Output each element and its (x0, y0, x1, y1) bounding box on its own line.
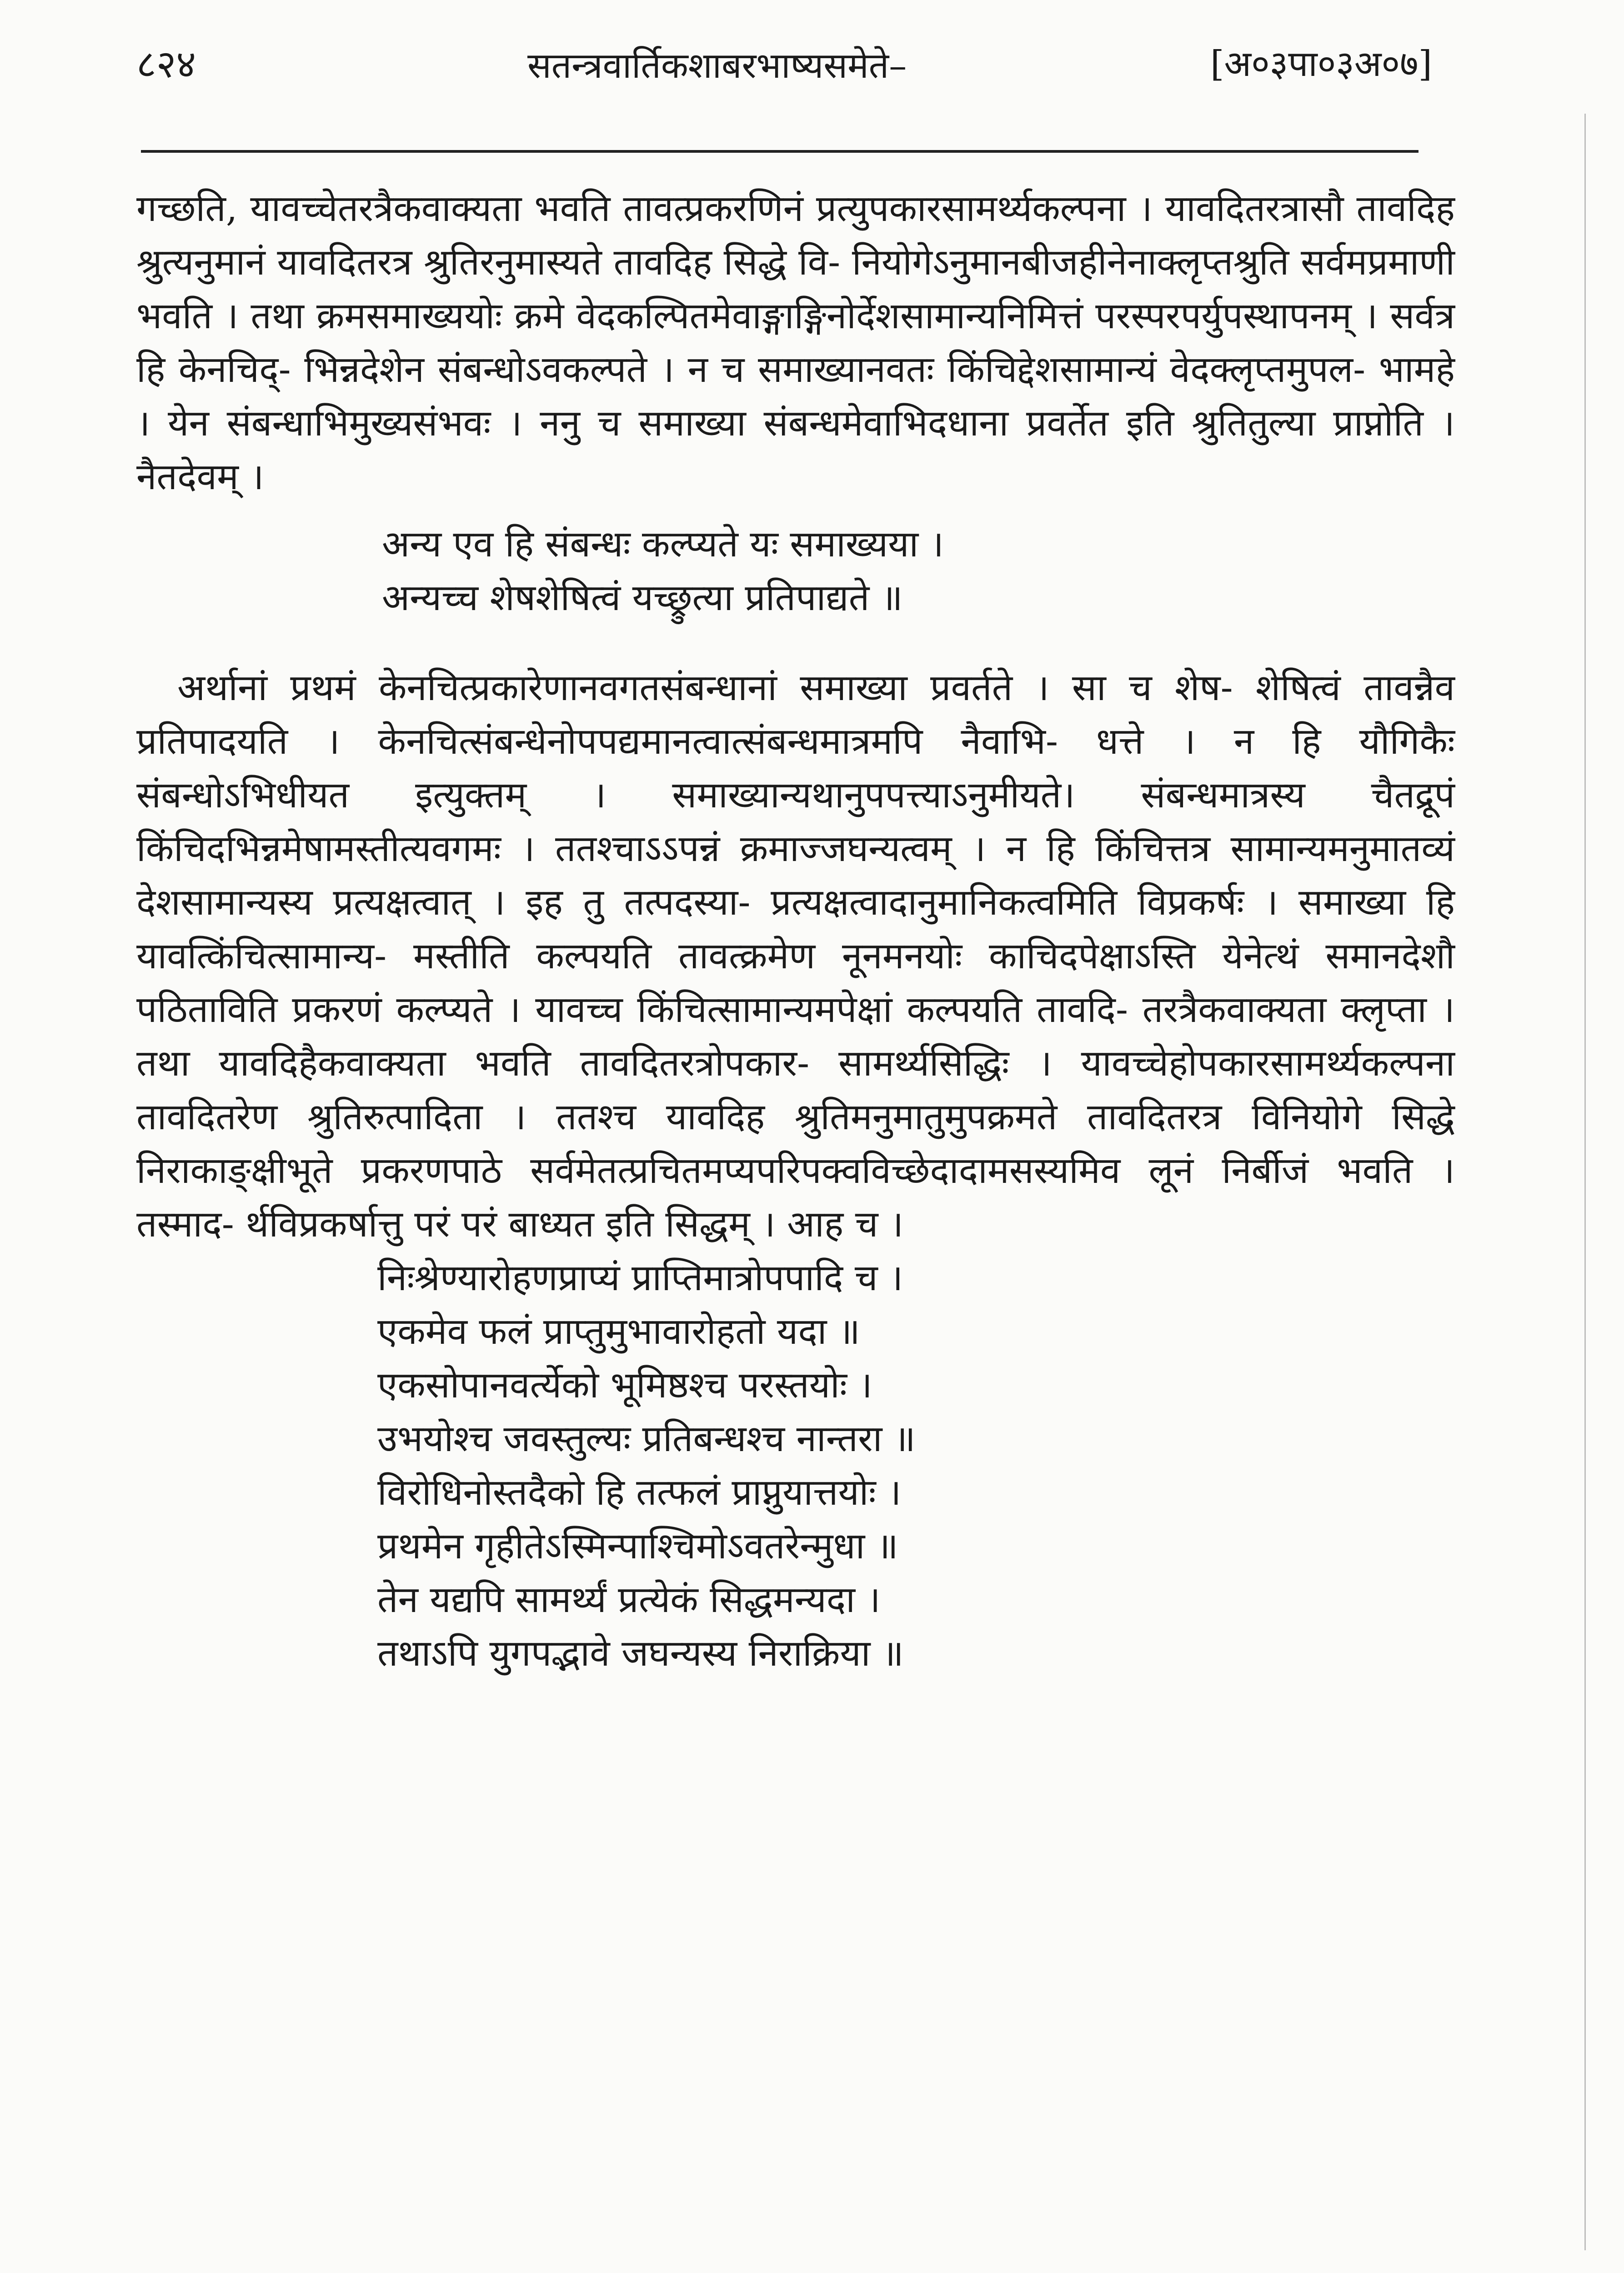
verse-block-2 (136, 1251, 1455, 1680)
verse-block-1 (136, 517, 1455, 625)
verse-line: एकमेव फलं प्राप्तुमुभावारोहतो यदा ॥ (377, 1310, 860, 1352)
page-edge-line (1584, 114, 1597, 2250)
paragraph-2: अर्थानां प्रथमं केनचित्प्रकारेणानवगतसंबन्धानां समाख्या प्रवर्तते । सा च शेष- शेषित्वं तावन्नैव प्रतिपादयति । केनचित्संबन्धेनोपपद्यमानत्वात्संबन्धमात्रमपि नैवाभि- धत्ते । न हि यौगिकैः संबन्धोऽभिधीयत इत्युक्तम् । समाख्यान्यथानुपपत्त्याऽनुमीयते। संबन्धमात्रस्य चैतद्रूपं किंचिदभिन्नमेषामस्तीत्यवगमः । ततश्चाऽऽपन्नं क्रमाज्जघन्यत्वम् । न हि किंचित्तत्र सामान्यमनुमातव्यं देशसामान्यस्य प्रत्यक्षत्वात् । इह तु तत्पदस्या- प्रत्यक्षत्वादानुमानिकत्वमिति विप्रकर्षः । समाख्या हि यावत्किंचित्सामान्य- मस्तीति कल्पयति तावत्क्रमेण नूनमनयोः काचिदपेक्षाऽस्ति येनेत्थं समानदेशौ पठिताविति प्रकरणं कल्प्यते । यावच्च किंचित्सामान्यमपेक्षां कल्पयति तावदि- तरत्रैकवाक्यता क्लृप्ता । तथा यावदिहैकवाक्यता भवति तावदितरत्रोपकार- सामर्थ्यसिद्धिः । यावच्चेहोपकारसामर्थ्यकल्पना तावदितरेण श्रुतिरुत्पादिता । ततश्च यावदिह श्रुतिमनुमातुमुपक्रमते तावदितरत्र विनियोगे सिद्धे निराकाङ्क्षीभूते प्रकरणपाठे सर्वमेतत्प्रचितमप्यपरिपक्वविच्छेदादामसस्यमिव लूनं निर्बीजं भवति । तस्माद- र्थविप्रकर्षात्तु परं परं बाध्यत इति सिद्धम् । आह च । (136, 666, 1455, 1245)
paragraph-2-block (136, 661, 1455, 1251)
page-header (136, 27, 1432, 118)
verse-line: तेन यद्यपि सामर्थ्यं प्रत्येकं सिद्धमन्यदा । (377, 1578, 881, 1621)
header-rule (141, 150, 1418, 153)
verse-line: प्रथमेन गृहीतेऽस्मिन्पाश्चिमोऽवतरेन्मुधा ॥ (377, 1525, 898, 1567)
verse-line: एकसोपानवर्त्येको भूमिष्ठश्च परस्तयोः । (377, 1364, 872, 1406)
verse-line: उभयोश्च जवस्तुल्यः प्रतिबन्धश्च नान्तरा ॥ (377, 1417, 916, 1460)
verse-line: अन्यच्च शेषशेषित्वं यच्छ्रुत्या प्रतिपाद्यते ॥ (382, 576, 903, 619)
page-body (136, 182, 1455, 1680)
verse-line: तथाऽपि युगपद्भावे जघन्यस्य निराक्रिया ॥ (377, 1632, 904, 1674)
verse-line: विरोधिनोस्तदैको हि तत्फलं प्राप्नुयात्तयोः । (377, 1471, 902, 1513)
verse-line: निःश्रेण्यारोहणप्राप्यं प्राप्तिमात्रोपपादि च । (377, 1257, 903, 1299)
chapter-reference: [अ०३पा०३अ०७] (1210, 44, 1432, 85)
paragraph-1: गच्छति, यावच्चेतरत्रैकवाक्यता भवति तावत्प्रकरणिनं प्रत्युपकारसामर्थ्यकल्पना । यावदितरत्रासौ तावदिह श्रुत्यनुमानं यावदितरत्र श्रुतिरनुमास्यते तावदिह सिद्धे वि- नियोगेऽनुमानबीजहीनेनाक्लृप्तश्रुति सर्वमप्रमाणी भवति । तथा क्रमसमाख्ययोः क्रमे वेदकल्पितमेवाङ्गाङ्गिनोर्देशसामान्यनिमित्तं परस्परपर्युपस्थापनम् । सर्वत्र हि केनचिद्- भिन्नदेशेन संबन्धोऽवकल्पते । न च समाख्यानवतः किंचिद्देशसामान्यं वेदक्लृप्तमुपल- भामहे । येन संबन्धाभिमुख्यसंभवः । ननु च समाख्या संबन्धमेवाभिदधाना प्रवर्तेत इति श्रुतितुल्या प्राप्नोति । नैतदेवम् । (136, 187, 1455, 498)
paragraph-1-block (136, 182, 1455, 504)
running-title: सतन्त्रवार्तिकशाबरभाष्यसमेते– (527, 45, 907, 86)
page-number: ८२४ (136, 42, 196, 86)
verse-line: अन्य एव हि संबन्धः कल्प्यते यः समाख्यया । (382, 523, 944, 565)
